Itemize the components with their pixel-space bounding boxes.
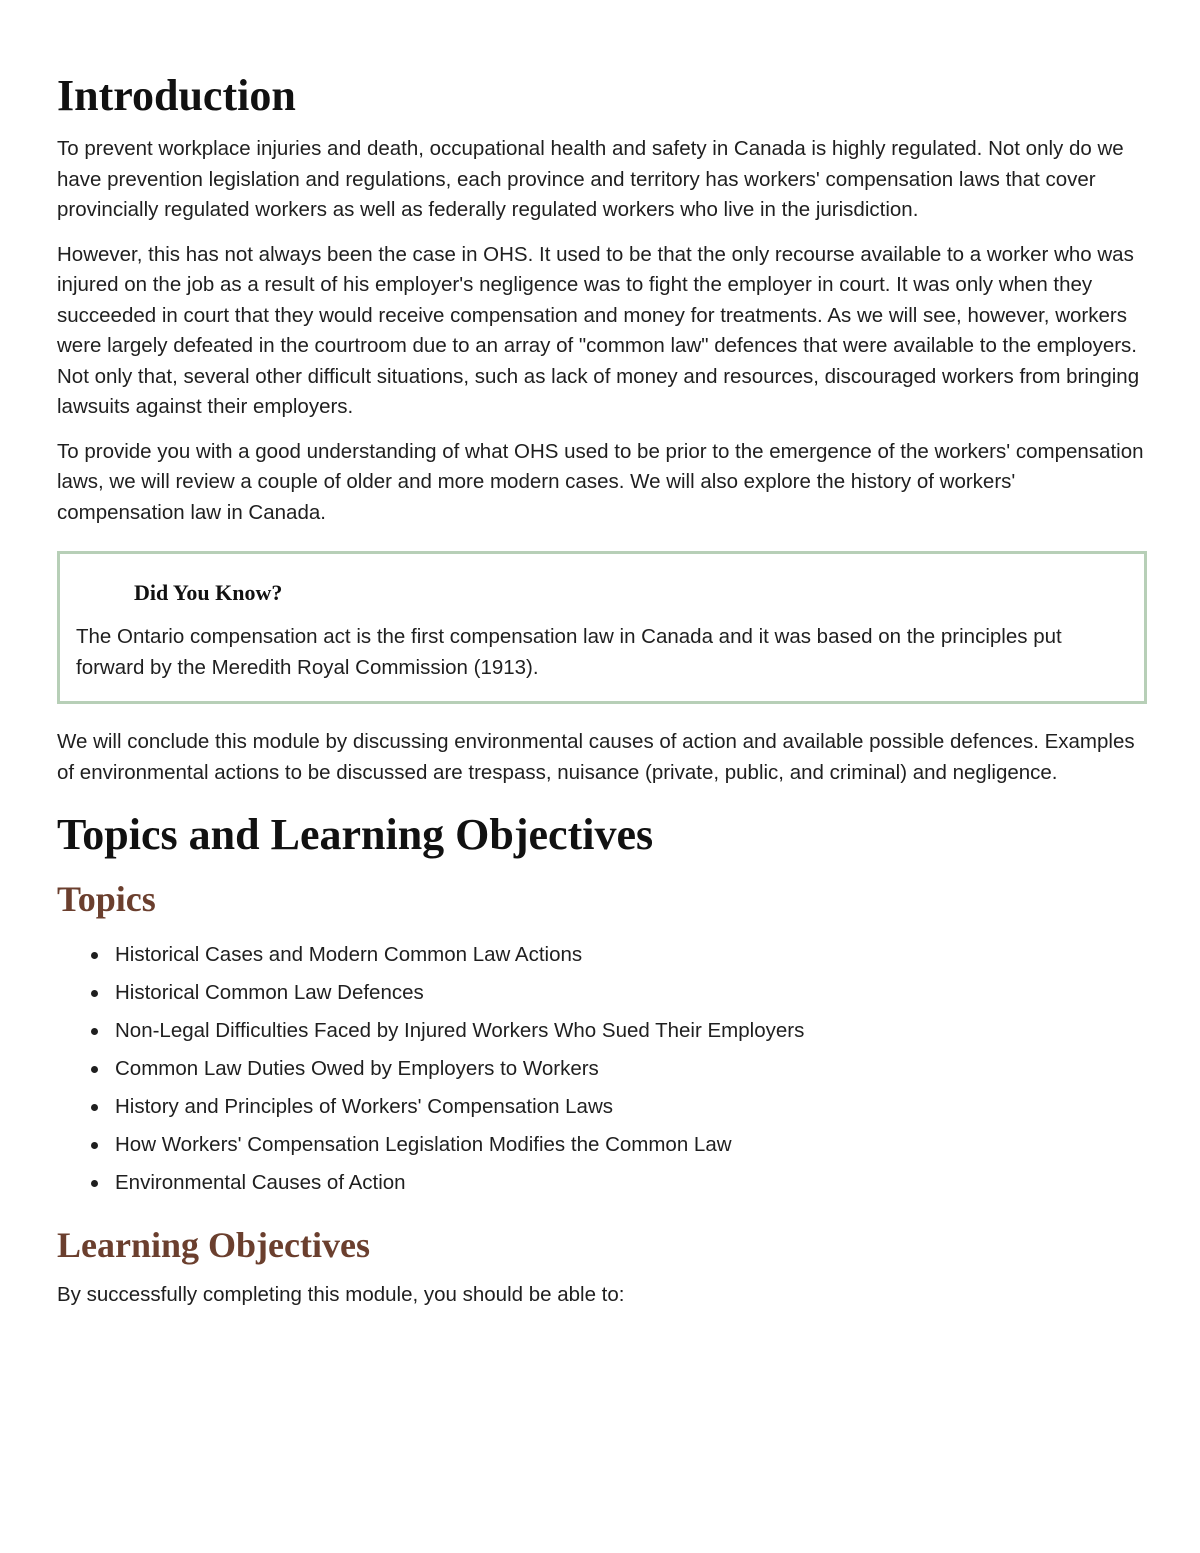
did-you-know-callout [57, 551, 1147, 704]
list-item [91, 974, 1147, 1012]
topic-label: History and Principles of Workers' Compensation Laws [115, 1095, 614, 1118]
topic-label: Common Law Duties Owed by Employers to Workers [115, 1057, 599, 1080]
list-item [91, 1126, 1147, 1164]
topics-objectives-heading: Topics and Learning Objectives [57, 810, 654, 859]
bullet-icon [91, 1180, 98, 1187]
callout-title: Did You Know? [134, 580, 283, 605]
topic-label: How Workers' Compensation Legislation Modifies the Common Law [115, 1133, 732, 1156]
topic-label: Historical Cases and Modern Common Law Actions [115, 943, 583, 966]
list-item [91, 1050, 1147, 1088]
topics-list [57, 936, 1147, 1202]
topic-label: Historical Common Law Defences [115, 981, 424, 1004]
bullet-icon [91, 1142, 98, 1149]
topic-label: Non-Legal Difficulties Faced by Injured Workers Who Sued Their Employers [115, 1019, 805, 1042]
bullet-icon [91, 1066, 98, 1073]
list-item [91, 936, 1147, 974]
bullet-icon [91, 952, 98, 959]
list-item [91, 1088, 1147, 1126]
list-item [91, 1012, 1147, 1050]
document-page [57, 70, 1147, 1325]
bullet-icon [91, 990, 98, 997]
learning-objectives-subheading: Learning Objectives [57, 1225, 370, 1265]
callout-text: The Ontario compensation act is the first compensation law in Canada and it was based on the principles put forward by the Meredith Royal Commission (1913). [76, 625, 1062, 679]
topics-subheading: Topics [57, 879, 156, 919]
objectives-intro: By successfully completing this module, you should be able to: [57, 1283, 625, 1306]
bullet-icon [91, 1028, 98, 1035]
intro-paragraph-2: However, this has not always been the case in OHS. It used to be that the only recourse available to a worker who was injured on the job as a result of his employer's negligence was to fight the employer in court. It was only when they succeeded in court that they would receive compensation and money for treatments. As we will see, however, workers were largely defeated in the courtroom due to an array of "common law" defences that were available to the employers. Not only that, several other difficult situations, such as lack of money and resources, discouraged workers from bringing lawsuits against their employers. [57, 242, 1140, 418]
conclusion-paragraph: We will conclude this module by discussing environmental causes of action and available possible defences. Examples of environmental actions to be discussed are trespass, nuisance (private, public, and criminal) and negligence. [57, 730, 1135, 784]
intro-paragraph-1: To prevent workplace injuries and death, occupational health and safety in Canada is highly regulated. Not only do we have prevention legislation and regulations, each province and territory has workers' compensation laws that cover provincially regulated workers as well as federally regulated workers who live in the jurisdiction. [57, 137, 1124, 221]
intro-paragraph-3: To provide you with a good understanding of what OHS used to be prior to the emergence of the workers' compensation laws, we will review a couple of older and more modern cases. We will also explore the history of workers' compensation law in Canada. [57, 439, 1144, 524]
list-item [91, 1164, 1147, 1202]
introduction-heading: Introduction [57, 71, 296, 120]
bullet-icon [91, 1104, 98, 1111]
topic-label: Environmental Causes of Action [115, 1171, 406, 1194]
